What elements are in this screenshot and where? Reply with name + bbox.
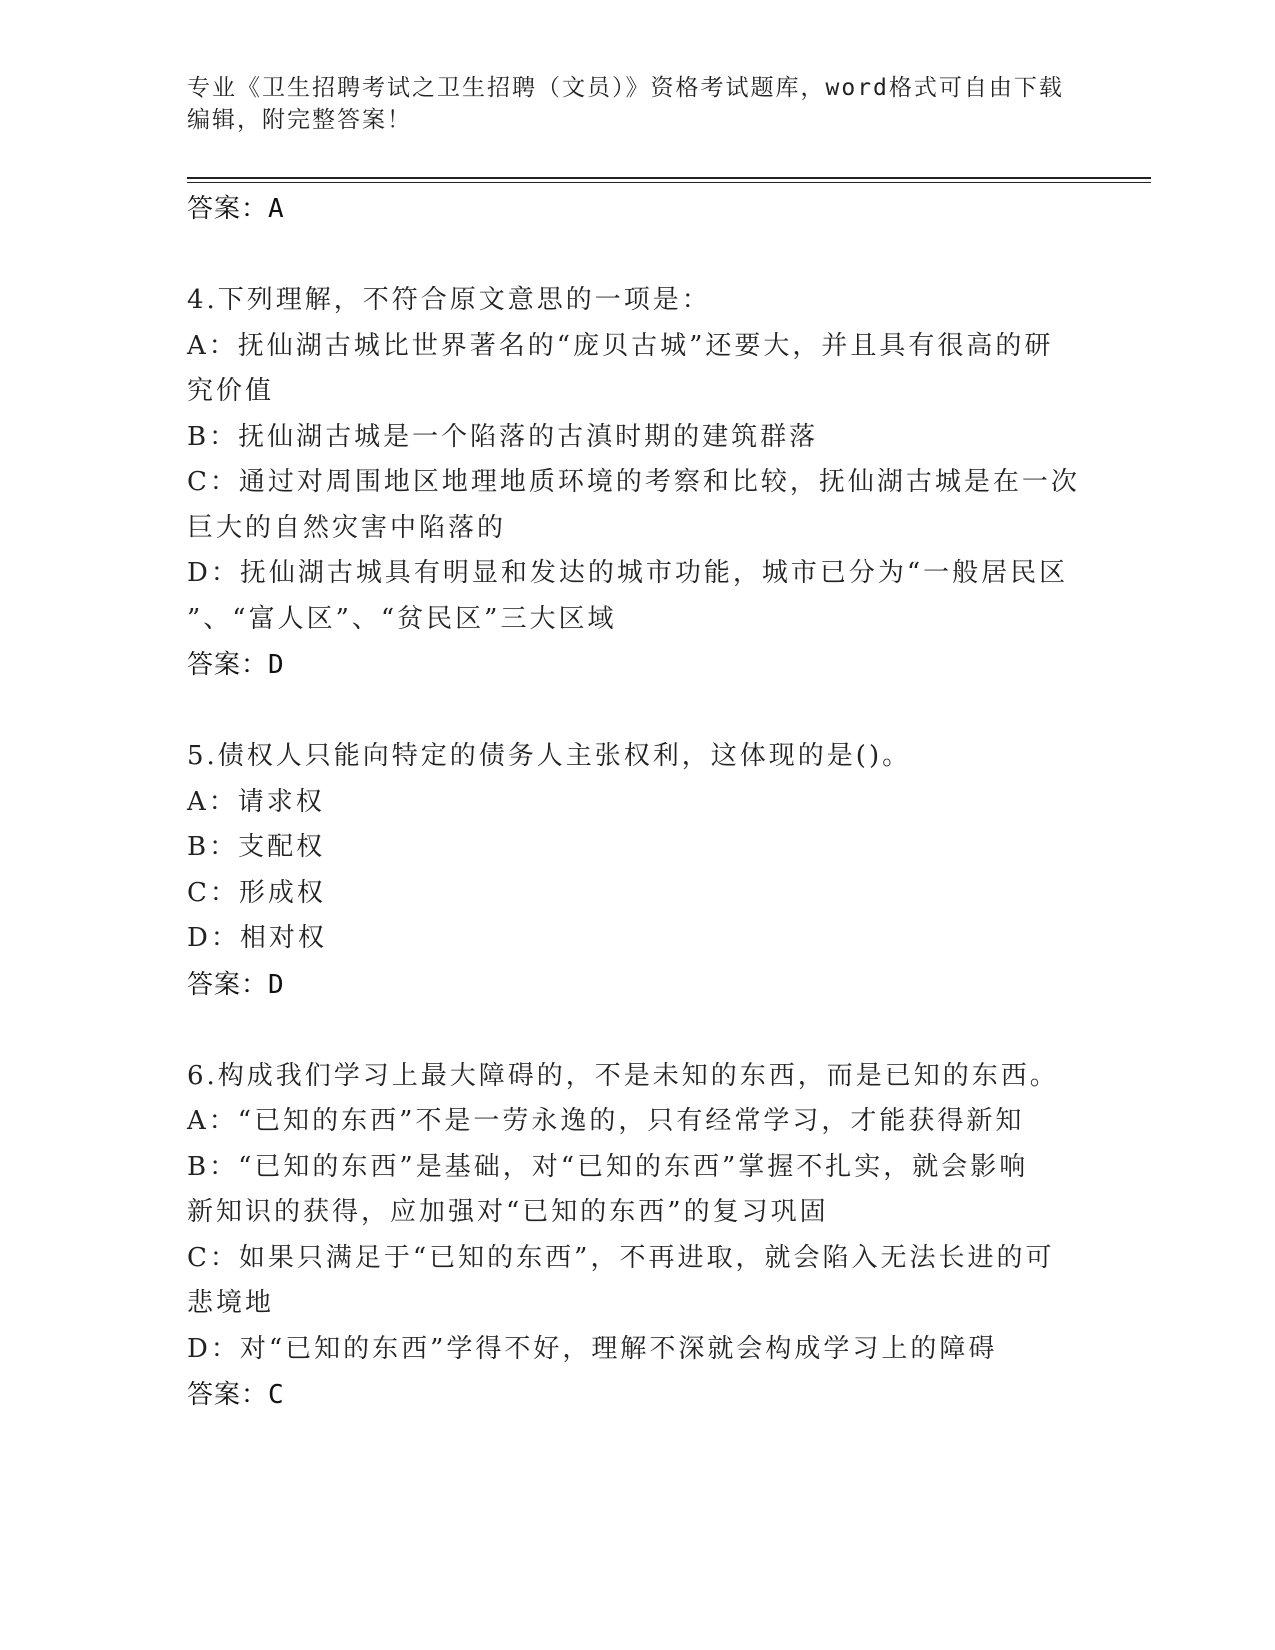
answer-label: 答案： bbox=[187, 650, 269, 680]
option-text: B：支配权 bbox=[187, 832, 326, 862]
option-text: C：通过对周围地区地理地质环境的考察和比较，抚仙湖古城是在一次 bbox=[187, 467, 1080, 497]
answer-line bbox=[187, 642, 1087, 688]
spacer bbox=[187, 1008, 1087, 1054]
answer-value: D bbox=[268, 650, 285, 680]
option-text: ”、“富人区”、“贫民区”三大区域 bbox=[187, 603, 617, 634]
header-line-1: 专业《卫生招聘考试之卫生招聘（文员）》资格考试题库，word格式可自由下载 bbox=[187, 75, 1064, 101]
option-text: C：形成权 bbox=[187, 877, 326, 908]
spacer bbox=[187, 688, 1087, 734]
answer-line bbox=[187, 962, 1087, 1008]
answer-label: 答案： bbox=[187, 1380, 269, 1410]
option-text: D：对“已知的东西”学得不好，理解不深就会构成学习上的障碍 bbox=[187, 1333, 998, 1364]
question-block bbox=[187, 278, 1087, 688]
answer-value: A bbox=[268, 194, 285, 224]
answer-value: C bbox=[268, 1380, 285, 1410]
question-stem: 6.构成我们学习上最大障碍的，不是未知的东西，而是已知的东西。 bbox=[187, 1060, 1059, 1091]
option-text: A：抚仙湖古城比世界著名的“庞贝古城”还要大，并且具有很高的研 bbox=[187, 330, 1054, 361]
option-text: B：抚仙湖古城是一个陷落的古滇时期的建筑群落 bbox=[187, 421, 819, 452]
question-stem: 5.债权人只能向特定的债务人主张权利，这体现的是()。 bbox=[187, 741, 912, 771]
option-text: 究价值 bbox=[187, 376, 275, 406]
document-body bbox=[187, 186, 1087, 1418]
option-text: A：“已知的东西”不是一劳永逸的，只有经常学习，才能获得新知 bbox=[187, 1106, 1025, 1136]
option-text: B：“已知的东西”是基础，对“已知的东西”掌握不扎实，就会影响 bbox=[187, 1151, 1029, 1182]
spacer bbox=[187, 232, 1087, 278]
option-text: 巨大的自然灾害中陷落的 bbox=[187, 512, 507, 543]
question-block bbox=[187, 1054, 1087, 1419]
header-line-2: 编辑，附完整答案！ bbox=[187, 107, 412, 133]
option-text: A：请求权 bbox=[187, 786, 325, 817]
answer-line bbox=[187, 1372, 1087, 1418]
option-text: D：相对权 bbox=[187, 923, 327, 953]
answer-label: 答案： bbox=[187, 194, 269, 224]
option-text: C：如果只满足于“已知的东西”，不再进取，就会陷入无法长进的可 bbox=[187, 1242, 1055, 1273]
header-divider-thin bbox=[187, 182, 1151, 183]
option-text: 新知识的获得，应加强对“已知的东西”的复习巩固 bbox=[187, 1197, 829, 1227]
answer-label: 答案： bbox=[187, 969, 269, 1000]
answer-value: D bbox=[268, 969, 285, 1000]
question-block bbox=[187, 734, 1087, 1008]
header-divider-thick bbox=[187, 177, 1151, 179]
question-stem: 4.下列理解，不符合原文意思的一项是： bbox=[187, 285, 711, 315]
answer-line bbox=[187, 186, 1087, 232]
document-header bbox=[187, 72, 1067, 136]
option-text: 悲境地 bbox=[187, 1288, 275, 1318]
option-text: D：抚仙湖古城具有明显和发达的城市功能，城市已分为“一般居民区 bbox=[187, 558, 1069, 588]
